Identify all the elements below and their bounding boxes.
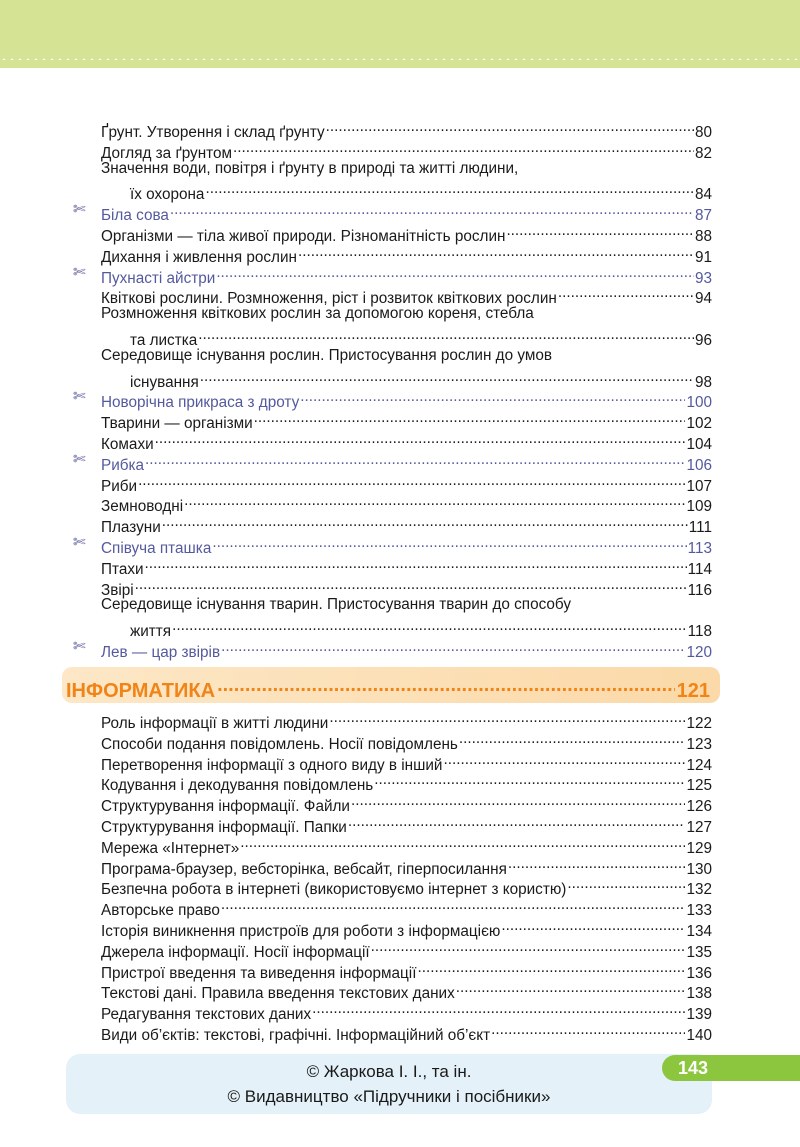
toc-entry-title: Середовище існування тварин. Пристосування тварин до способу [101,596,571,614]
toc-entry[interactable] [75,554,712,578]
toc-entry-page: 123 [686,735,712,753]
toc-entry[interactable] [75,833,712,857]
toc-entry[interactable] [75,958,712,982]
toc-entry-title: Джерела інформації. Носії інформації [101,943,370,961]
toc-entry-title: та листка [130,331,198,349]
toc-entry[interactable] [75,916,712,940]
toc-entry[interactable] [75,895,712,920]
toc-entry-title: Дихання і живлення рослин [101,248,297,266]
scissors-icon: ✄ [73,450,86,468]
toc-entry[interactable] [75,616,712,641]
toc-entry-page: 135 [686,943,712,961]
toc-entry-title: Способи подання повідомлень. Носії повідомлень [101,735,458,753]
toc-entry[interactable] [75,471,712,495]
toc-entry-page: 139 [686,1006,712,1024]
toc-entry[interactable] [75,999,712,1024]
toc-entry-title: Новорічна прикраса з дроту [101,394,300,412]
toc-entry-title: Перетворення інформації з одного виду в інший [101,756,443,774]
toc-entry-page: 91 [694,248,712,266]
toc-entry-page: 130 [686,860,712,878]
toc-entry[interactable] [75,750,712,774]
toc-entry[interactable] [75,575,712,599]
toc-entry[interactable] [75,708,712,732]
toc-entry-title: Співуча пташка [101,539,212,557]
toc-entry[interactable] [75,159,712,180]
toc-entry[interactable] [75,854,712,878]
toc-entry-title: Авторське право [101,902,220,920]
toc-entry-page: 107 [686,477,712,495]
toc-entry-page: 82 [694,144,712,162]
scissors-icon: ✄ [73,533,86,551]
scissors-icon: ✄ [73,637,86,655]
toc-entry-title: Розмноження квіткових рослин за допомогою кореня, стебла [101,305,534,323]
toc-entry-title: Догляд за ґрунтом [101,144,233,162]
toc-entry[interactable] [75,242,712,266]
toc-entry-title: Земноводні [101,498,184,516]
toc-entry-title: Звірі [101,581,134,599]
toc-entry-title: Організми — тіла живої природи. Різноманітність рослин [101,227,506,245]
toc-entry[interactable] [75,138,712,162]
toc-entry-page: 104 [686,435,712,453]
toc-entry-title: Рибка [101,456,145,474]
section-page: 121 [676,680,710,702]
toc-entry[interactable] [73,200,712,225]
toc-entry[interactable] [75,1020,712,1044]
toc-entry-title: життя [130,623,172,641]
toc-entry-page: 98 [694,373,712,391]
toc-entry[interactable] [73,387,712,412]
toc-entry-page: 106 [686,456,712,474]
toc-entry-title: Птахи [101,560,144,578]
toc-entry[interactable] [75,812,712,836]
toc-entry-page: 120 [686,643,712,661]
toc-entry[interactable] [75,117,712,141]
toc-entry-page: 113 [687,539,712,557]
toc-entry-page: 111 [688,519,712,537]
toc-entry-title: Структурування інформації. Папки [101,818,347,836]
toc-entry[interactable] [75,367,712,391]
copyright-authors: © Жаркова І. І., та ін. [306,1062,472,1081]
toc-entry-page: 114 [687,560,712,578]
toc-entry-page: 126 [686,798,712,816]
toc-entry-page: 140 [686,1026,712,1044]
toc-entry-page: 88 [694,227,712,245]
toc-entry-title: Риби [101,477,138,495]
toc-entry-title: Тварини — організми [101,415,253,433]
header-dotted-line [0,58,800,60]
toc-entry-page: 133 [686,902,712,920]
toc-entry[interactable] [75,937,712,961]
toc-entry-page: 124 [686,756,712,774]
toc-entry[interactable] [75,283,712,308]
toc-entry-title: Ґрунт. Утворення і склад ґрунту [101,124,325,141]
toc-entry-page: 109 [686,498,712,516]
toc-entry[interactable] [75,221,712,245]
toc-entry[interactable] [73,533,712,557]
toc-entry-title: Біла сова [101,207,169,225]
toc-entry[interactable] [75,408,712,433]
toc-entry-title: Пристрої введення та виведення інформації [101,964,417,982]
table-of-contents-informatics [75,708,712,1044]
toc-entry[interactable] [73,450,712,474]
toc-entry-page: 138 [686,985,712,1003]
toc-entry-page: 134 [686,922,712,940]
toc-entry-title: Види об’єктів: текстові, графічні. Інформаційний об’єкт [101,1026,491,1044]
toc-entry-page: 118 [687,623,712,641]
toc-entry-page: 100 [686,394,712,412]
toc-entry-title: Квіткові рослини. Розмноження, ріст і розвиток квіткових рослин [101,290,557,308]
toc-entry-title: Кодування і декодування повідомлень [101,777,374,795]
toc-entry-page: 84 [694,186,712,204]
scissors-icon: ✄ [73,388,86,406]
toc-entry-page: 136 [686,964,712,982]
toc-entry[interactable] [75,491,712,516]
toc-entry-title: Плазуни [101,519,161,537]
copyright-publisher: © Видавництво «Підручники і посібники» [227,1087,551,1106]
toc-entry-page: 87 [694,207,712,225]
toc-entry-title: існування [130,373,199,391]
scissors-icon: ✄ [73,201,86,219]
toc-entry[interactable] [75,325,712,349]
toc-entry-page: 129 [686,839,712,857]
toc-entry-title: Структурування інформації. Файли [101,798,350,816]
toc-entry-title: Лев — цар звірів [101,643,221,661]
toc-entry-title: Комахи [101,435,154,453]
toc-entry-page: 116 [687,581,712,599]
toc-entry[interactable] [75,304,712,325]
toc-entry-title: Значення води, повітря і ґрунту в природі та житті людини, [101,159,519,177]
toc-entry-page: 125 [686,777,712,795]
section-heading-informatics[interactable] [66,671,710,705]
toc-entry-title: Безпечна робота в інтернеті (використовуємо інтернет з користю) [101,881,567,899]
toc-entry-title: Редагування текстових даних [101,1006,312,1024]
toc-entry-title: Мережа «Інтернет» [101,839,240,857]
page-number: 143 [678,1058,709,1078]
toc-entry-page: 94 [694,290,712,308]
toc-entry[interactable] [75,791,712,816]
toc-entry-title: їх охорона [130,186,205,204]
toc-entry[interactable] [73,263,712,287]
table-of-contents-nature [73,117,712,661]
toc-entry-page: 96 [694,331,712,349]
toc-entry[interactable] [75,978,712,1003]
toc-entry-page: 102 [686,415,712,433]
toc-entry-title: Текстові дані. Правила введення текстових даних [101,985,455,1003]
toc-entry-page: 93 [694,269,712,287]
toc-entry[interactable] [75,429,712,453]
toc-entry[interactable] [75,512,712,537]
toc-entry[interactable] [75,770,712,795]
toc-entry[interactable] [75,729,712,753]
toc-entry[interactable] [73,637,712,661]
toc-entry-page: 122 [686,715,712,732]
toc-entry-title: Історія виникнення пристроїв для роботи з інформацією [101,922,501,940]
toc-entry-page: 80 [694,124,712,141]
toc-entry[interactable] [75,874,712,899]
toc-entry-page: 132 [686,881,712,899]
scissors-icon: ✄ [73,263,86,281]
toc-entry[interactable] [75,179,712,204]
toc-entry-title: Роль інформації в житті людини [101,715,329,732]
toc-entry-title: Середовище існування рослин. Пристосування рослин до умов [101,346,552,364]
toc-entry-title: Програма-браузер, вебсторінка, вебсайт, гіперпосилання [101,860,507,878]
toc-entry[interactable] [75,346,712,367]
toc-entry-page: 127 [686,818,712,836]
section-title: ІНФОРМАТИКА [66,680,216,702]
toc-entry[interactable] [75,595,712,616]
page-number-tab [662,1055,800,1081]
toc-entry-title: Пухнасті айстри [101,269,216,287]
